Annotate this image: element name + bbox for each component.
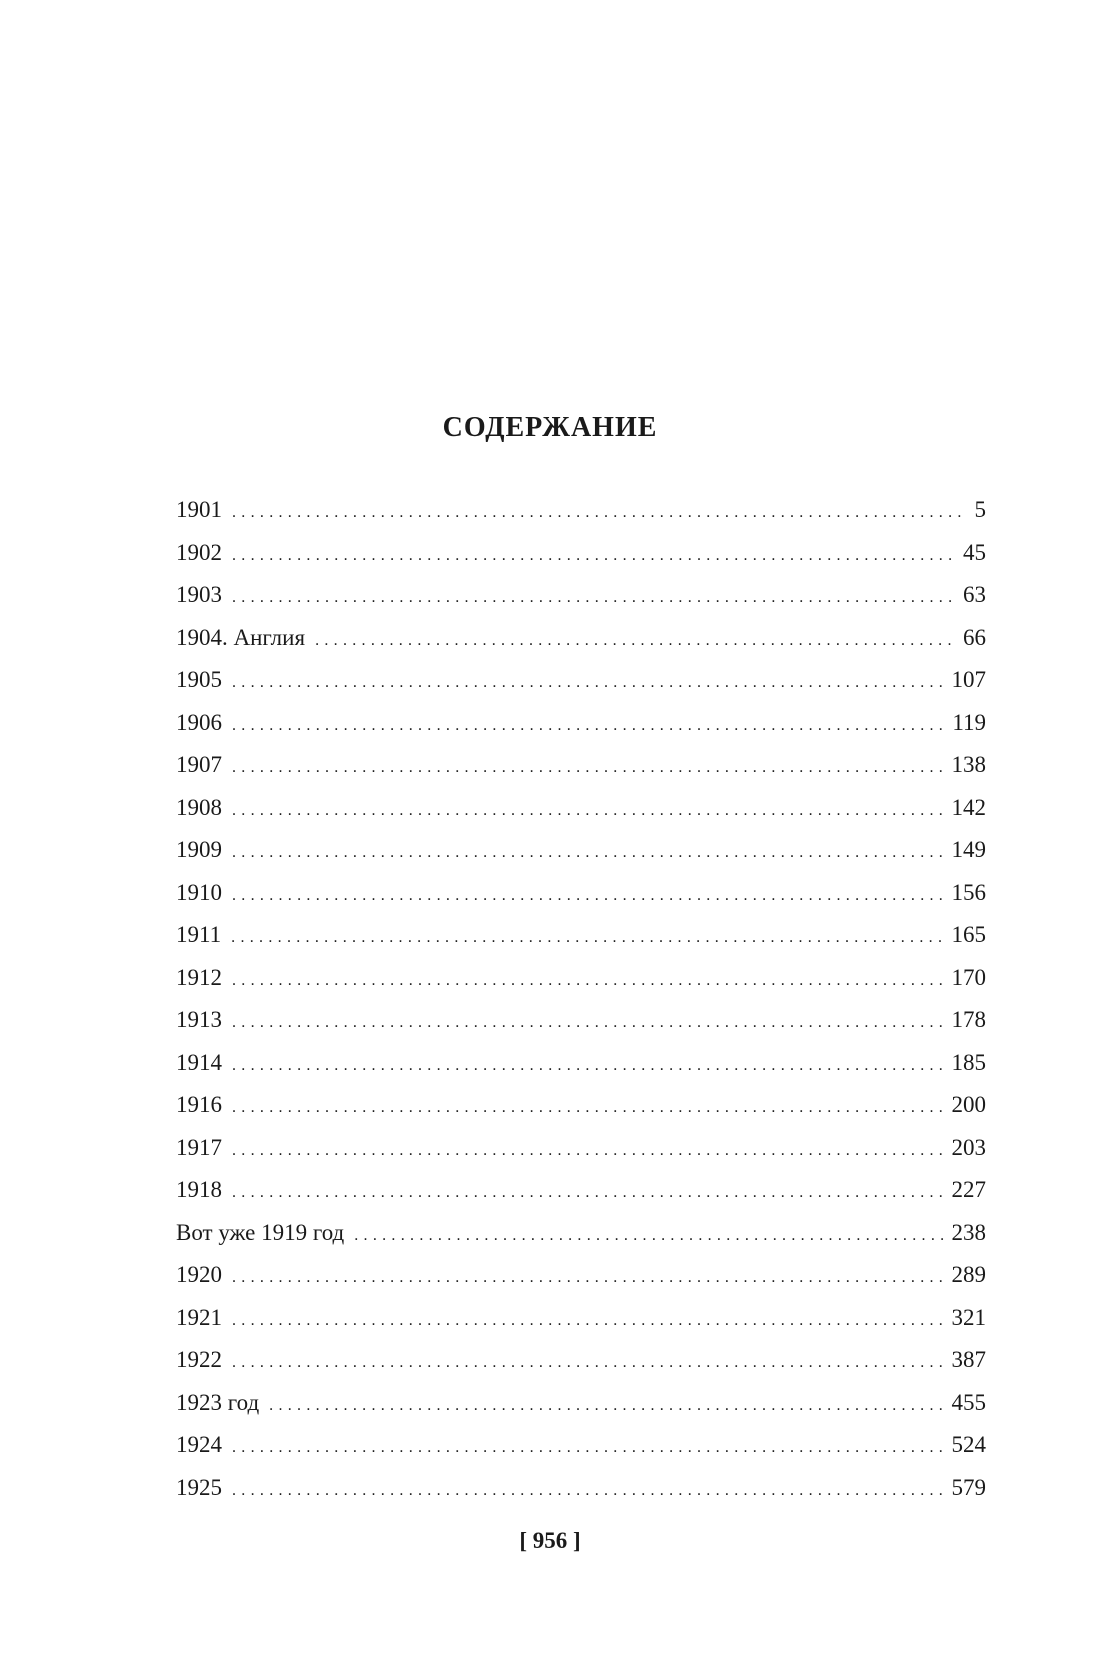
toc-entry-title: 1923 год [176, 1389, 260, 1415]
toc-entry-page: 107 [951, 667, 986, 692]
toc-entry-page: 138 [951, 752, 986, 777]
toc-entry [176, 574, 986, 617]
toc-entry-page: 524 [951, 1432, 986, 1457]
toc-entry [176, 1042, 986, 1085]
dot-leader [232, 1087, 944, 1130]
toc-entry-page: 289 [951, 1262, 986, 1287]
toc-entry-title: 1918 [176, 1177, 222, 1202]
toc-entry-title: 1909 [176, 837, 222, 862]
toc-entry [176, 1339, 986, 1382]
toc-entry [176, 872, 986, 915]
toc-entry [176, 957, 986, 1000]
dot-leader [232, 875, 944, 918]
toc-entry-page: 200 [951, 1092, 986, 1117]
dot-leader [269, 1385, 943, 1428]
toc-entry-title: 1920 [176, 1262, 222, 1287]
toc-entry [176, 1254, 986, 1297]
toc-entry-page: 238 [951, 1219, 986, 1245]
page-title: СОДЕРЖАНИЕ [442, 412, 658, 443]
dot-leader [232, 832, 944, 875]
toc-entry-title: 1906 [176, 709, 222, 735]
toc-entry-title: 1912 [176, 964, 222, 990]
toc-entry-page: 185 [951, 1049, 986, 1075]
toc-entry [176, 1424, 986, 1467]
dot-leader [354, 1215, 943, 1258]
dot-leader [232, 1470, 944, 1513]
toc-entry-title: 1916 [176, 1092, 222, 1117]
toc-entry-page: 5 [974, 497, 986, 522]
toc-entry [176, 1467, 986, 1510]
toc-entry [176, 1084, 986, 1127]
toc-entry-page: 455 [951, 1389, 986, 1415]
toc-entry-title: 1908 [176, 794, 222, 820]
toc-entry-page: 170 [951, 964, 986, 990]
toc-entry-title: 1903 [176, 582, 222, 607]
toc-entry [176, 1127, 986, 1170]
dot-leader [231, 917, 943, 960]
dot-leader [232, 535, 955, 578]
toc-entry-title: 1917 [176, 1134, 222, 1160]
toc-entry-title: 1925 [176, 1474, 222, 1500]
toc-entry [176, 532, 986, 575]
toc-entry [176, 1297, 986, 1340]
toc-entry [176, 489, 986, 532]
toc-entry-title: 1910 [176, 879, 222, 905]
toc-entry-page: 203 [951, 1134, 986, 1160]
toc-entry-title: 1907 [176, 752, 222, 777]
toc-entry [176, 999, 986, 1042]
dot-leader [232, 747, 944, 790]
toc-entry-title: 1924 [176, 1432, 222, 1457]
toc-entry [176, 914, 986, 957]
toc-entry [176, 829, 986, 872]
toc-entry-title: 1901 [176, 497, 222, 522]
toc-entry-title: 1922 [176, 1347, 222, 1372]
toc-entry-page: 227 [951, 1177, 986, 1202]
toc-entry-title: 1921 [176, 1304, 222, 1330]
toc-entry-page: 178 [951, 1007, 986, 1032]
toc-entry [176, 1212, 986, 1255]
toc-entry-title: 1904. Англия [176, 624, 306, 650]
toc-entry [176, 1169, 986, 1212]
toc-entry-page: 142 [951, 794, 986, 820]
dot-leader [232, 705, 944, 748]
toc-entry [176, 617, 986, 660]
dot-leader [232, 1172, 944, 1215]
toc-entry-page: 579 [951, 1474, 986, 1500]
toc-entry-page: 45 [963, 539, 986, 565]
dot-leader [232, 1342, 944, 1385]
dot-leader [232, 662, 944, 705]
toc-entry-title: 1913 [176, 1007, 222, 1032]
dot-leader [232, 1045, 944, 1088]
toc-entry-page: 321 [951, 1304, 986, 1330]
toc-entry-page: 63 [963, 582, 986, 607]
toc-entry-title: 1911 [176, 922, 222, 947]
page-number: [ 956 ] [519, 1528, 581, 1553]
toc-entry [176, 744, 986, 787]
dot-leader [232, 1130, 944, 1173]
toc-entry [176, 659, 986, 702]
toc-entry-title: 1902 [176, 539, 222, 565]
dot-leader [232, 1002, 944, 1045]
toc-entry-page: 156 [951, 879, 986, 905]
toc-entry-title: 1905 [176, 667, 222, 692]
dot-leader [315, 620, 955, 663]
toc-entry-page: 66 [963, 624, 986, 650]
dot-leader [232, 1257, 944, 1300]
toc-entry [176, 787, 986, 830]
toc-entry-title: Вот уже 1919 год [176, 1219, 345, 1245]
toc-entry-page: 149 [951, 837, 986, 862]
table-of-contents [176, 489, 986, 1509]
toc-entry-page: 387 [951, 1347, 986, 1372]
toc-entry-page: 119 [952, 709, 986, 735]
dot-leader [232, 1427, 944, 1470]
dot-leader [232, 577, 955, 620]
toc-entry [176, 702, 986, 745]
dot-leader [232, 1300, 944, 1343]
toc-entry [176, 1382, 986, 1425]
dot-leader [232, 790, 944, 833]
dot-leader [232, 492, 967, 535]
toc-entry-page: 165 [951, 922, 986, 947]
toc-entry-title: 1914 [176, 1049, 222, 1075]
dot-leader [232, 960, 944, 1003]
